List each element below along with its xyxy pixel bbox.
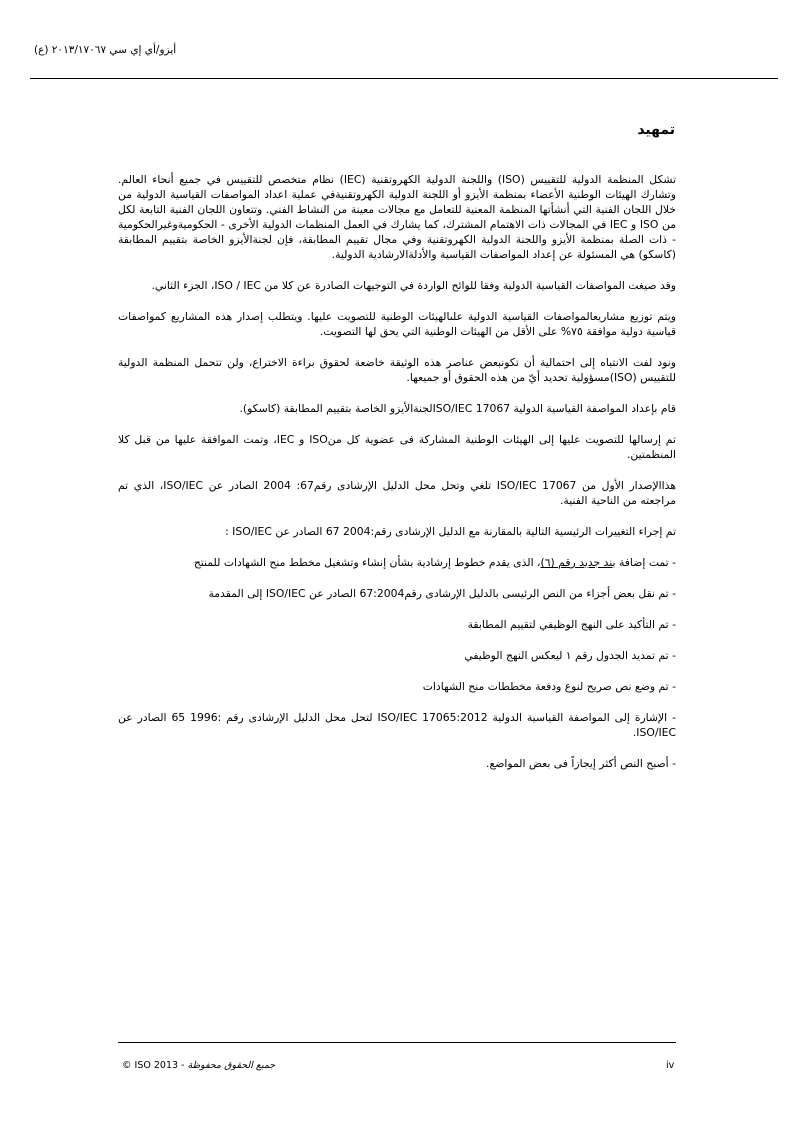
body-text (118, 172, 676, 787)
paragraph-approval: تم إرسالها للتصويت عليها إلى الهيئات الوطنية المشاركة فى عضوية كل منISO و IEC، وتمت الموافقة عليها من قبل كلا المنظمتين. (118, 433, 676, 461)
paragraph-directives: وقد صيغت المواصفات القياسية الدولية وفقا للوائح الواردة في التوجيهات الصادرة عن كلا من ISO / IEC، الجزء الثاني. (151, 279, 676, 292)
page-title: تمهيد (637, 122, 675, 138)
underlined-clause-ref: بند جديد رقم (٦) (540, 556, 616, 569)
header-document-ref: أيزو/أي إي سي ٢٠١٣/١٧٠٦٧ (ع) (34, 44, 177, 56)
paragraph-changes-intro: تم إجراء التغييرات الرئيسية التالية بالمقارنة مع الدليل الإرشادى رقم:2004 67 الصادر عن ISO/IEC : (225, 525, 676, 538)
list-item-text: ، الذى يقدم خطوط إرشادية بشأن إنشاء وتشغيل مخطط منح الشهادات للمنتج (193, 556, 541, 569)
footer-copyright (122, 1060, 275, 1071)
paragraph-first-edition: هذاالإصدار الأول من ISO/IEC 17067 تلغي وتحل محل الدليل الإرشادى رقم67: 2004 الصادر عن ISO/IEC، الذي تم مراجعته من الناحية الفنية. (118, 479, 677, 507)
list-item-explicit-text: - تم وضع نص صريح لنوع ودفعة مخططات منح الشهادات (422, 680, 676, 693)
list-item-reference-17065: - الإشارة إلى المواصفة القياسية الدولية ISO/IEC 17065:2012 لتحل محل الدليل الإرشادى رقم :1996 65 الصادر عن ISO/IEC. (118, 711, 676, 739)
paragraph-prepared-by: قام بإعداد المواصفة القياسية الدولية ISO/IEC 17067لجنةالأيزو الخاصة بتقييم المطابقة (كاسكو). (239, 402, 676, 415)
page-number: iv (666, 1060, 675, 1071)
list-item-text: - تمت إضافة (615, 556, 676, 569)
paragraph-voting: ويتم توزيع مشاريعالمواصفات القياسية الدولية علىالهيئات الوطنية للتصويت عليها. ويتطلب إصدار هذه المشاريع كمواصفات قياسية دولية موافقة ٧٥% على الأقل من الهيئات الوطنية التي يحق لها التصويت. (118, 310, 676, 338)
list-item-table-extended: - تم تمديد الجدول رقم ١ ليعكس النهج الوظيفي (464, 649, 676, 662)
paragraph-intro: تشكل المنظمة الدولية للتقييس (ISO) واللجنة الدولية الكهروتقنية (IEC) نظام متخصص للتقييس في جميع أنحاء العالم. وتشارك الهيئات الوطنية الأعضاء بمنظمة الأيزو أو اللجنة الدولية الكهروتقنيةفي عملية اعداد المواصفات القياسية الدولية من خلال اللجان الفنية التي أنشأتها المنظمة المعنية للتعامل مع مجالات معينة من النشاط الفني. وتتعاون اللجان الفنية التابعة لكل من ISO و IEC في المجالات ذات الاهتمام المشترك، كما يشارك في العمل المنظمات الدولية الأخرى - الحكوميةوغيرالحكومية - ذات الصلة بمنظمة الأيزو واللجنة الدولية الكهروتقنية وفي مجال تقييم المطابقة، فإن لجنةالأيزو الخاصة بتقييم المطابقة (كاسكو) هي المسئولة عن إعداد المواصفات القياسية والأدلةالارشادية الدولية. (118, 173, 677, 261)
list-item-moved-text: - تم نقل بعض أجزاء من النص الرئيسى بالدليل الإرشادى رقم67:2004 الصادر عن ISO/IEC إلى المقدمة (208, 587, 676, 600)
list-item-functional-approach: - تم التأكيد على النهج الوظيفي لتقييم المطابقة (467, 618, 676, 631)
copyright-text: © ISO 2013 - (122, 1060, 185, 1071)
header-divider (30, 78, 778, 79)
paragraph-patent: ونود لفت الانتباه إلى احتمالية أن تكونبعض عناصر هذه الوثيقة خاضعة لحقوق براءة الاختراع، ولن تتحمل المنظمة الدولية للتقييس (ISO)مسؤولية تحديد أيّ من هذه الحقوق أو جميعها. (118, 356, 676, 384)
rights-reserved-text: جميع الحقوق محفوظة (187, 1060, 276, 1071)
list-item-new-clause (118, 555, 676, 570)
footer-divider (118, 1042, 676, 1043)
list-item-concise: - أصبح النص أكثر إيجازاً فى بعض المواضع. (486, 757, 676, 770)
